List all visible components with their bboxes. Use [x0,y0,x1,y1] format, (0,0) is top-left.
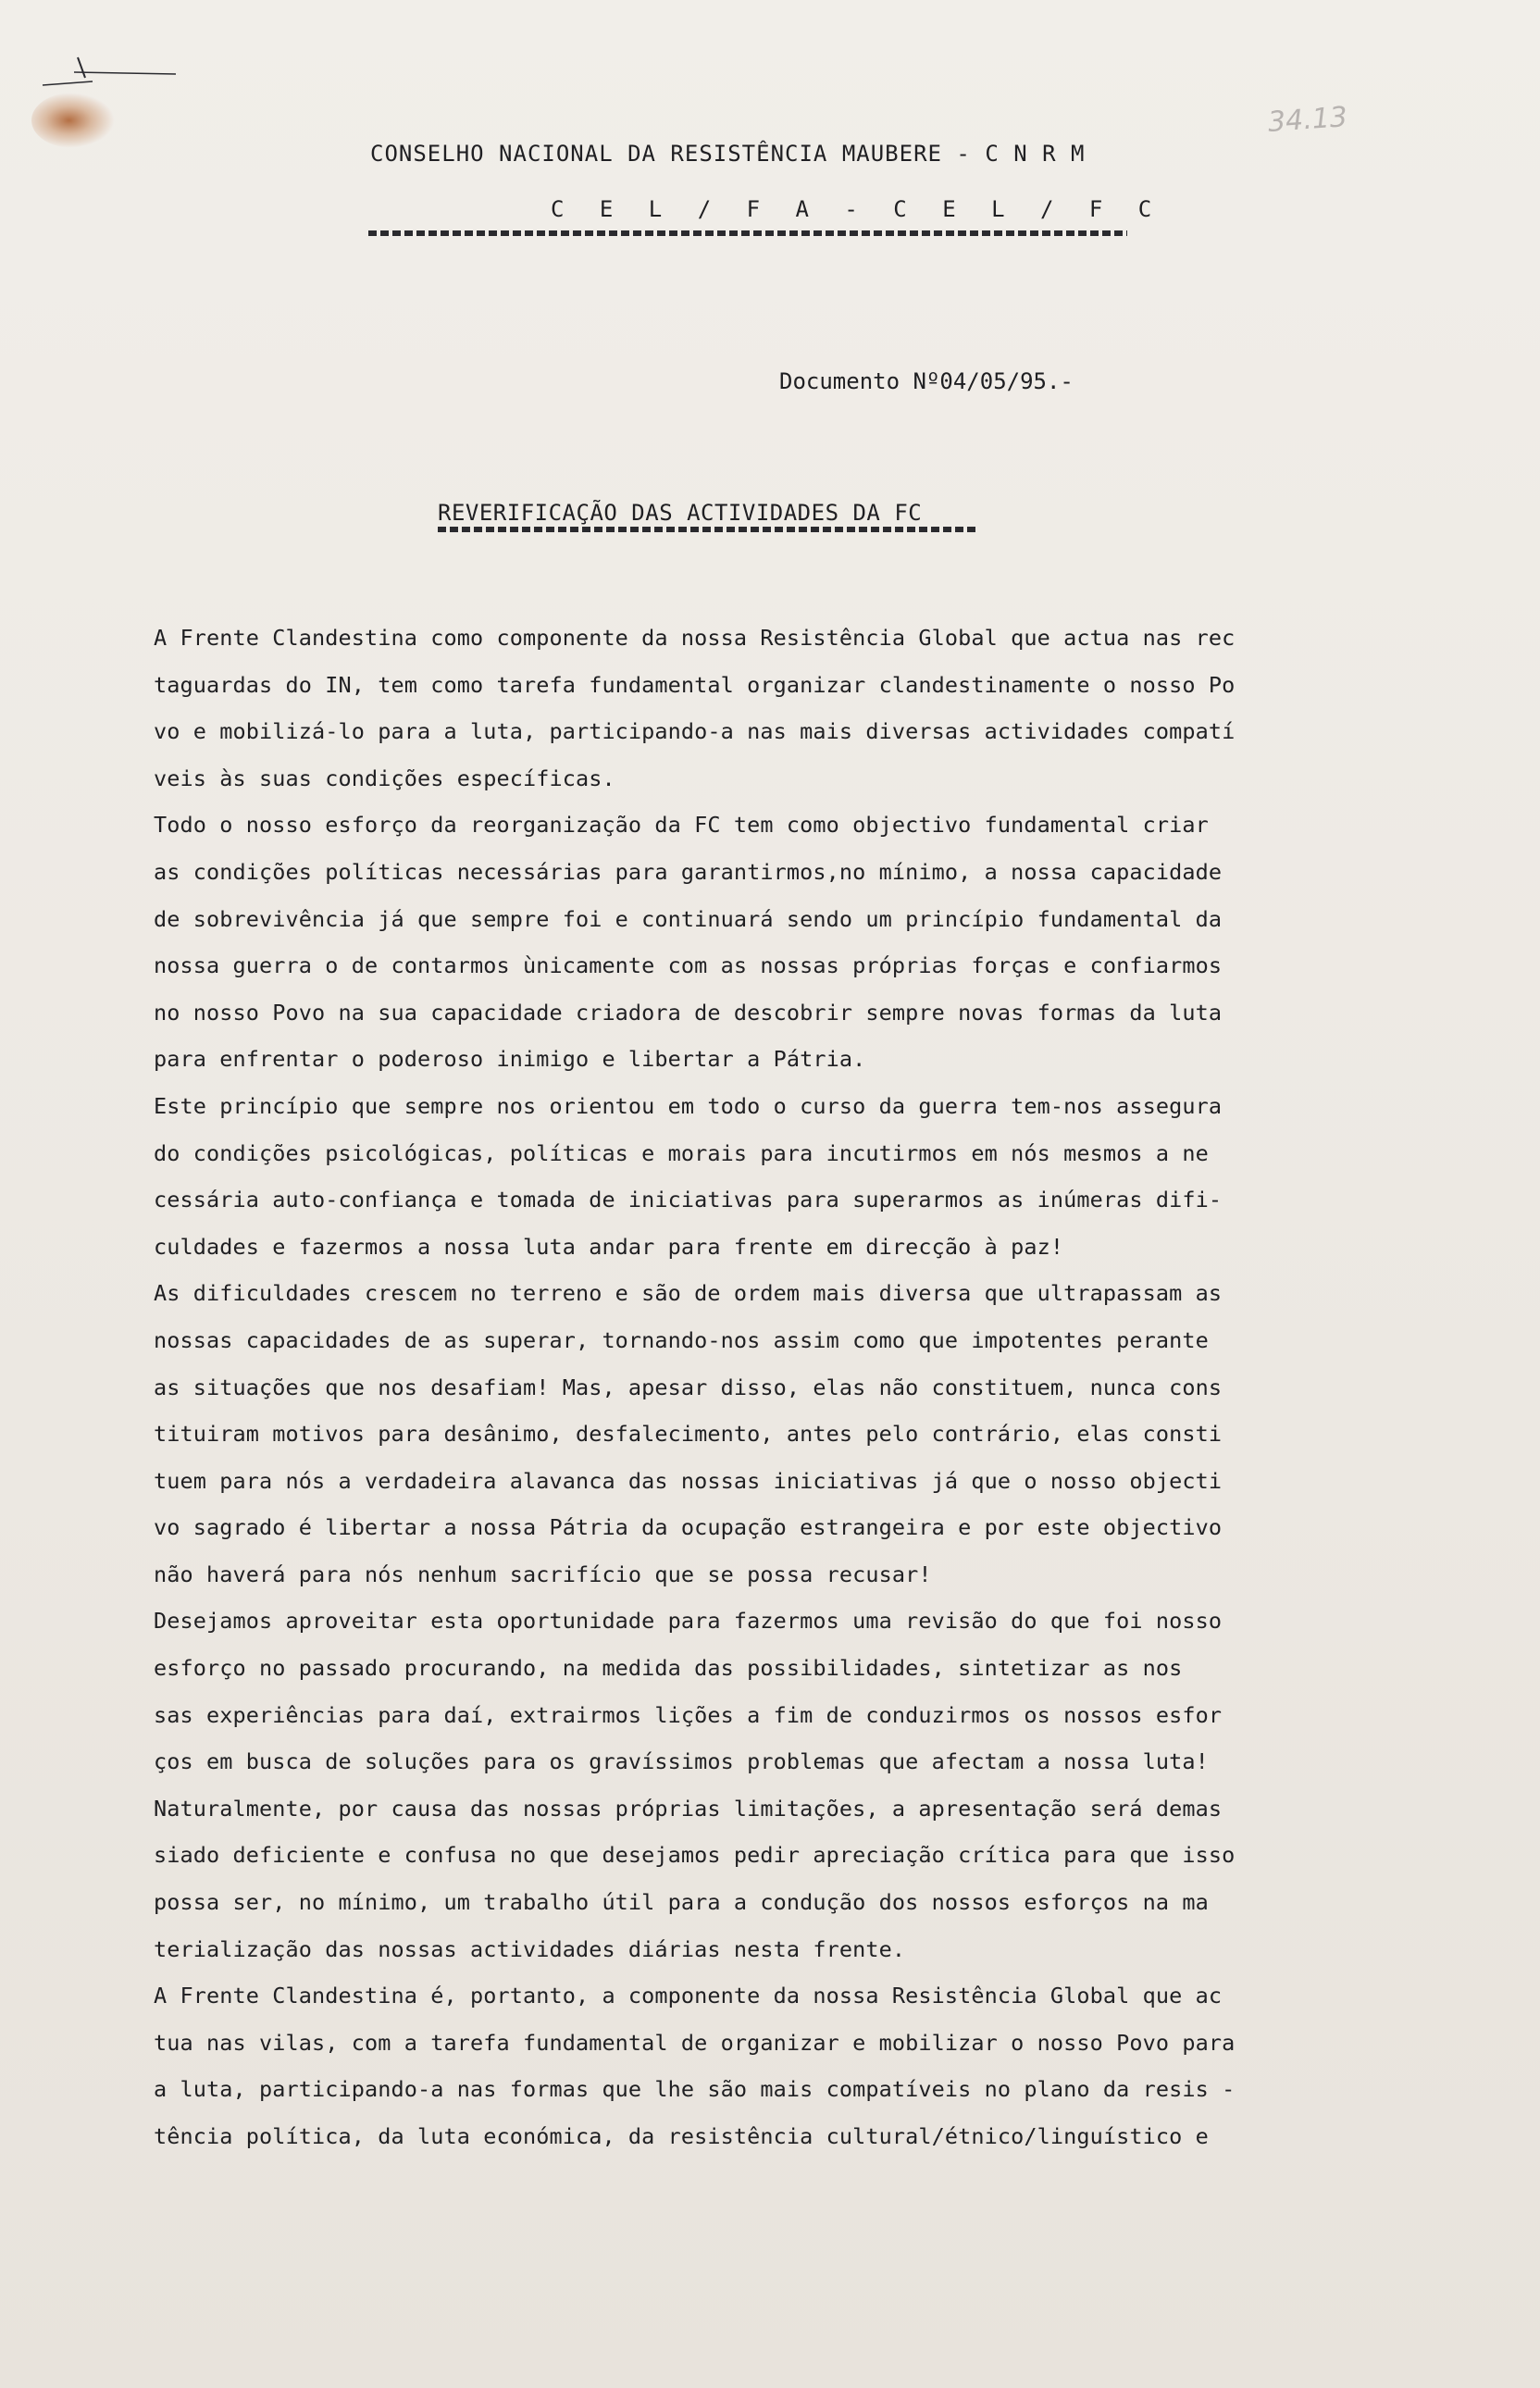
document-title: REVERIFICAÇÃO DAS ACTIVIDADES DA FC [438,500,923,526]
body-line: sas experiências para daí, extrairmos lições a fim de conduzirmos os nossos esfor [154,1701,1223,1728]
body-line: siado deficiente e confusa no que desejamos pedir apreciação crítica para que isso [154,1842,1236,1869]
rust-stain [31,93,115,148]
body-line: taguardas do IN, tem como tarefa fundamental organizar clandestinamente o nosso Po [154,671,1236,698]
header-underline [368,230,1127,236]
body-line: não haverá para nós nenhum sacrifício que se possa recusar! [154,1561,932,1587]
body-line: Este princípio que sempre nos orientou em todo o curso da guerra tem-nos assegura [154,1092,1223,1119]
body-line: cessária auto-confiança e tomada de iniciativas para superarmos as inúmeras difi- [154,1187,1223,1213]
body-line: do condições psicológicas, políticas e morais para incutirmos em nós mesmos a ne [154,1139,1209,1166]
body-line: as condições políticas necessárias para garantirmos,no mínimo, a nossa capacidade [154,858,1223,885]
body-line: no nosso Povo na sua capacidade criadora de descobrir sempre novas formas da luta [154,999,1223,1026]
body-line: A Frente Clandestina é, portanto, a componente da nossa Resistência Global que ac [154,1983,1223,2009]
body-line: tuem para nós a verdadeira alavanca das nossas iniciativas já que o nosso objecti [154,1467,1223,1494]
organization-units: C E L / F A - C E L / F C [551,196,1163,222]
body-line: Desejamos aproveitar esta oportunidade para fazermos uma revisão do que foi nosso [154,1608,1223,1635]
body-line: veis às suas condições específicas. [154,765,615,791]
body-line: vo sagrado é libertar a nossa Pátria da ocupação estrangeira e por este objectivo [154,1514,1223,1541]
organization-name: CONSELHO NACIONAL DA RESISTÊNCIA MAUBERE - C N R M [370,141,1086,167]
archive-number: 34.13 [1266,101,1349,139]
body-line: Naturalmente, por causa das nossas próprias limitações, a apresentação será demas [154,1795,1223,1822]
body-line: culdades e fazermos a nossa luta andar para frente em direcção à paz! [154,1233,1064,1260]
body-line: nossa guerra o de contarmos ùnicamente com as nossas próprias forças e confiarmos [154,952,1223,979]
body-line: nossas capacidades de as superar, tornando-nos assim como que impotentes perante [154,1326,1209,1353]
body-line: as situações que nos desafiam! Mas, apesar disso, elas não constituem, nunca cons [154,1374,1223,1400]
body-line: As dificuldades crescem no terreno e são de ordem mais diversa que ultrapassam as [154,1280,1223,1307]
body-line: Todo o nosso esforço da reorganização da FC tem como objectivo fundamental criar [154,812,1209,839]
body-line: para enfrentar o poderoso inimigo e libertar a Pátria. [154,1046,866,1073]
body-line: tência política, da luta económica, da resistência cultural/étnico/linguístico e [154,2123,1209,2149]
pen-mark [37,56,176,93]
body-text [154,615,1412,2160]
body-line: possa ser, no mínimo, um trabalho útil para a condução dos nossos esforços na ma [154,1889,1209,1916]
body-line: vo e mobilizá-lo para a luta, participando-a nas mais diversas actividades compatí [154,718,1236,745]
title-underline [438,527,976,532]
body-line: de sobrevivência já que sempre foi e continuará sendo um princípio fundamental da [154,905,1223,932]
body-line: tua nas vilas, com a tarefa fundamental de organizar e mobilizar o nosso Povo para [154,2029,1236,2056]
body-line: ços em busca de soluções para os gravíssimos problemas que afectam a nossa luta! [154,1748,1209,1775]
body-line: tituiram motivos para desânimo, desfalecimento, antes pelo contrário, elas consti [154,1421,1223,1448]
document-number: Documento Nº04/05/95.- [779,368,1074,394]
body-line: a luta, participando-a nas formas que lhe são mais compatíveis no plano da resis - [154,2076,1236,2103]
body-line: A Frente Clandestina como componente da nossa Resistência Global que actua nas rec [154,625,1236,651]
body-line: esforço no passado procurando, na medida das possibilidades, sintetizar as nos [154,1655,1183,1682]
body-line: terialização das nossas actividades diárias nesta frente. [154,1935,906,1962]
